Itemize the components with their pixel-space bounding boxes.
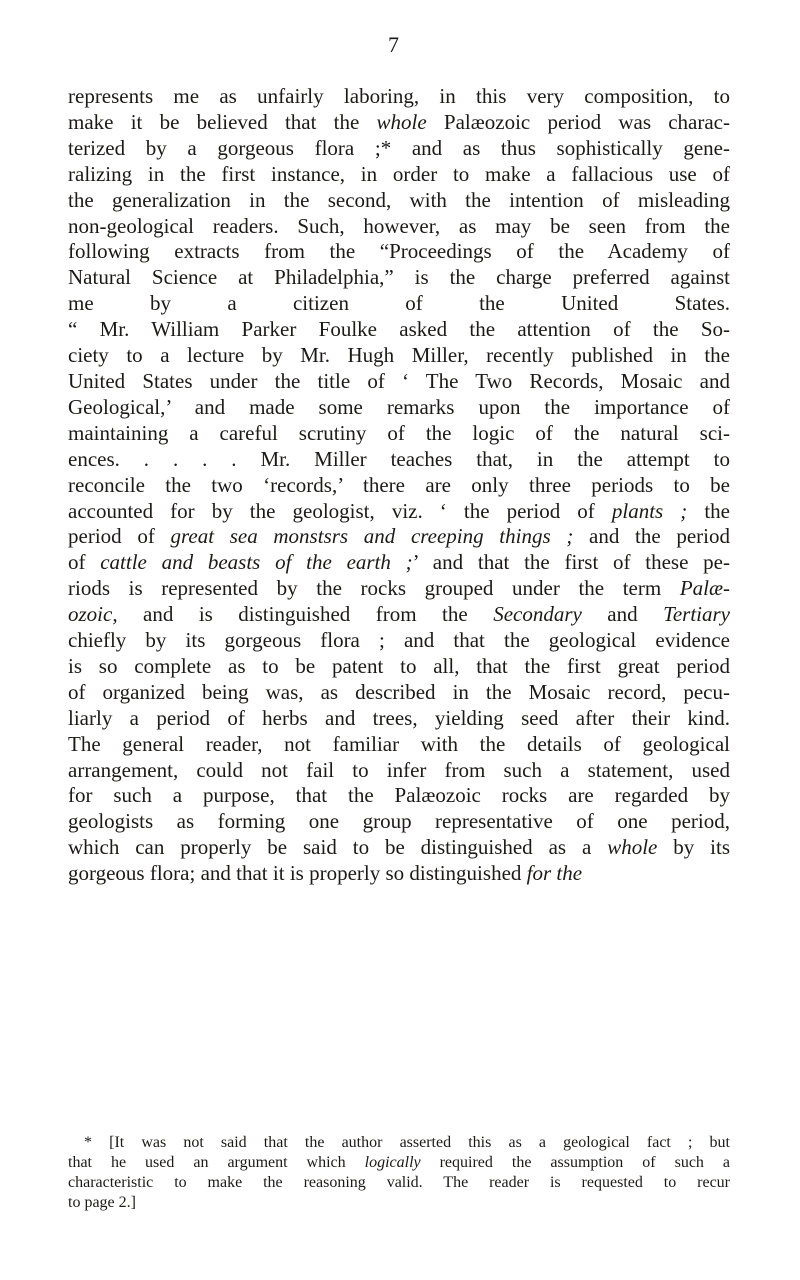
text-run: the [687, 498, 731, 523]
text-line [68, 369, 730, 395]
footnote-line [68, 1193, 730, 1213]
page-number: 7 [388, 32, 399, 57]
text-run: of organized being was, as described in the Mosaic record, pecu- [68, 679, 730, 704]
text-run: terized by a gorgeous flora ;* and as thus sophistically gene- [68, 135, 730, 160]
text-line [68, 291, 730, 317]
text-run: liarly a period of herbs and trees, yielding seed after their kind. [68, 705, 730, 730]
text-line [68, 602, 730, 628]
text-line [68, 473, 730, 499]
text-line [68, 654, 730, 680]
text-line [68, 835, 730, 861]
italic-text: great sea monstsrs and creeping things ; [170, 524, 574, 549]
italic-text: whole [607, 835, 658, 860]
text-line [68, 809, 730, 835]
italic-text: Palæ- [679, 576, 730, 601]
footnote-line [68, 1153, 730, 1173]
text-line [68, 239, 730, 265]
text-run: required the assumption of such a [420, 1154, 731, 1171]
text-line [68, 110, 730, 136]
italic-text: plants ; [611, 498, 688, 523]
italic-text: cattle and beasts of the earth ; [100, 550, 413, 575]
text-run: by its [657, 835, 730, 860]
text-line [68, 499, 730, 525]
body-text [68, 84, 730, 887]
text-line [68, 783, 730, 809]
text-run: and [581, 602, 664, 627]
text-line [68, 343, 730, 369]
text-run: The general reader, not familiar with the details of geological [68, 731, 730, 756]
text-run: is so complete as to be patent to all, that the first great period [68, 653, 730, 678]
text-line [68, 317, 730, 343]
italic-text: Secondary [493, 602, 582, 627]
text-line [68, 680, 730, 706]
text-run: ences. . . . . Mr. Miller teaches that, in the attempt to [68, 446, 730, 471]
text-run: “ Mr. William Parker Foulke asked the attention of the So- [68, 317, 730, 342]
text-line [68, 395, 730, 421]
text-run: which can properly be said to be distinguished as a [68, 835, 608, 860]
text-run: arrangement, could not fail to infer from such a statement, used [68, 757, 730, 782]
text-run: non-geological readers. Such, however, as may be seen from the [68, 213, 730, 238]
text-line [68, 214, 730, 240]
text-run: geologists as forming one group representative of one period, [68, 809, 730, 834]
text-run: that he used an argument which [68, 1154, 365, 1171]
text-run: reconcile the two ‘records,’ there are only three periods to be [68, 472, 730, 497]
text-line [68, 524, 730, 550]
text-run: me by a citizen of the United States. [68, 291, 730, 316]
text-run: accounted for by the geologist, viz. ‘ the period of [68, 498, 612, 523]
text-run: for such a purpose, that the Palæozoic rocks are regarded by [68, 783, 730, 808]
text-run: following extracts from the “Proceedings of the Academy of [68, 239, 730, 264]
text-line [68, 447, 730, 473]
text-run: * [It was not said that the author asserted this as a geological fact ; but [84, 1134, 730, 1151]
text-run: Geological,’ and made some remarks upon the importance of [68, 394, 730, 419]
text-line [68, 162, 730, 188]
footnote-line [68, 1133, 730, 1153]
footnote [68, 1133, 730, 1213]
text-run: United States under the title of ‘ The Two Records, Mosaic and [68, 368, 730, 393]
text-line [68, 265, 730, 291]
text-run: riods is represented by the rocks grouped under the term [68, 576, 680, 601]
text-line [68, 421, 730, 447]
text-line [68, 861, 730, 887]
text-run: maintaining a careful scrutiny of the logic of the natural sci- [68, 420, 730, 445]
italic-text: Tertiary [663, 602, 731, 627]
text-line [68, 706, 730, 732]
text-run: ciety to a lecture by Mr. Hugh Miller, recently published in the [68, 343, 730, 368]
text-run: the generalization in the second, with the intention of misleading [68, 187, 730, 212]
text-run: Natural Science at Philadelphia,” is the charge preferred against [68, 265, 730, 290]
text-line [68, 758, 730, 784]
italic-text: whole [376, 109, 427, 134]
text-run: Palæozoic period was charac- [426, 109, 730, 134]
text-run: represents me as unfairly laboring, in this very composition, to [68, 84, 730, 108]
text-run: to page 2.] [68, 1194, 136, 1211]
text-run: make it be believed that the [68, 109, 377, 134]
text-run: and the period [573, 524, 730, 549]
italic-text: logically [364, 1154, 421, 1171]
text-line [68, 550, 730, 576]
italic-text: ozoic, [68, 602, 118, 627]
text-line [68, 576, 730, 602]
text-run: and is distinguished from the [117, 602, 494, 627]
text-run: ’ and that the first of these pe- [412, 550, 730, 575]
footnote-line [68, 1173, 730, 1193]
text-run: ralizing in the first instance, in order to make a fallacious use of [68, 161, 730, 186]
text-line [68, 628, 730, 654]
text-run: of [68, 550, 101, 575]
text-line [68, 84, 730, 110]
text-line [68, 136, 730, 162]
text-line [68, 732, 730, 758]
text-run: chiefly by its gorgeous flora ; and that the geological evidence [68, 628, 730, 653]
italic-text: for the [526, 861, 583, 886]
text-run: gorgeous flora; and that it is properly so distinguished [68, 861, 527, 886]
text-run: characteristic to make the reasoning valid. The reader is requested to recur [68, 1174, 730, 1191]
text-line [68, 188, 730, 214]
text-run: period of [68, 524, 171, 549]
